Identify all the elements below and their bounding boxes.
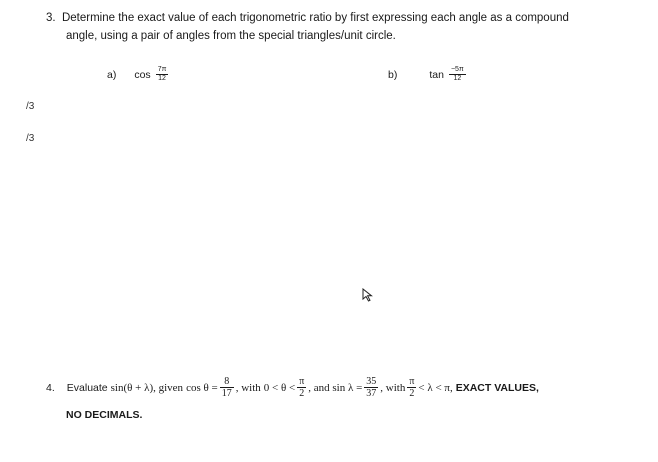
question-3-text-2: angle, using a pair of angles from the special triangles/unit circle. (66, 30, 396, 42)
mouse-pointer-icon (362, 288, 374, 302)
question-3-line-1 (46, 12, 569, 24)
sin-lambda-numerator: 35 (366, 376, 377, 387)
pi-numerator-2: π (409, 376, 415, 387)
cos-theta-numerator: 8 (224, 376, 230, 387)
and-sin-lambda: , and sin λ = (308, 381, 363, 394)
pi-over-two-fraction-1 (298, 376, 305, 399)
part-b-denominator: 12 (453, 75, 462, 82)
margin-mark-2: /3 (26, 133, 35, 144)
pi-denominator-2: 2 (409, 388, 415, 399)
margin-mark-1: /3 (26, 101, 35, 112)
cos-theta-fraction (221, 376, 233, 399)
sin-lambda-denominator: 37 (366, 388, 377, 399)
question-4-evaluate: Evaluate (66, 381, 108, 394)
question-4-expression: sin(θ + λ), given (110, 381, 184, 394)
lambda-inequality: < λ < π, (418, 381, 453, 394)
part-a-fraction (157, 66, 168, 83)
question-4-line-2: NO DECIMALS. (66, 409, 143, 421)
part-a-function: cos (134, 68, 151, 81)
cos-theta-denominator: 17 (221, 388, 232, 399)
question-3-number: 3. (46, 12, 56, 24)
question-4-number: 4. (46, 381, 55, 394)
part-b-label: b) (388, 68, 398, 81)
part-b-fraction (450, 66, 465, 83)
part-b-numerator: −5π (450, 66, 464, 73)
question-3-part-b (388, 66, 465, 83)
exact-values-text: EXACT VALUES, (455, 381, 539, 394)
part-a-denominator: 12 (158, 75, 166, 82)
theta-inequality: 0 < θ < (263, 381, 296, 394)
pi-denominator-1: 2 (299, 388, 305, 399)
sin-lambda-fraction (365, 376, 377, 399)
question-4-line-1 (46, 376, 539, 399)
part-a-label: a) (107, 68, 117, 81)
question-3-part-a (107, 66, 167, 83)
pi-over-two-fraction-2 (408, 376, 415, 399)
part-a-numerator: 7π (157, 66, 167, 73)
cos-theta-lhs: cos θ = (186, 381, 218, 394)
part-b-function: tan (429, 68, 444, 81)
with-text-1: , with (235, 381, 261, 394)
pi-numerator-1: π (299, 376, 305, 387)
question-3-text-1: Determine the exact value of each trigonometric ratio by first expressing each angle as a compound (61, 12, 569, 24)
with-text-2: , with (380, 381, 406, 394)
